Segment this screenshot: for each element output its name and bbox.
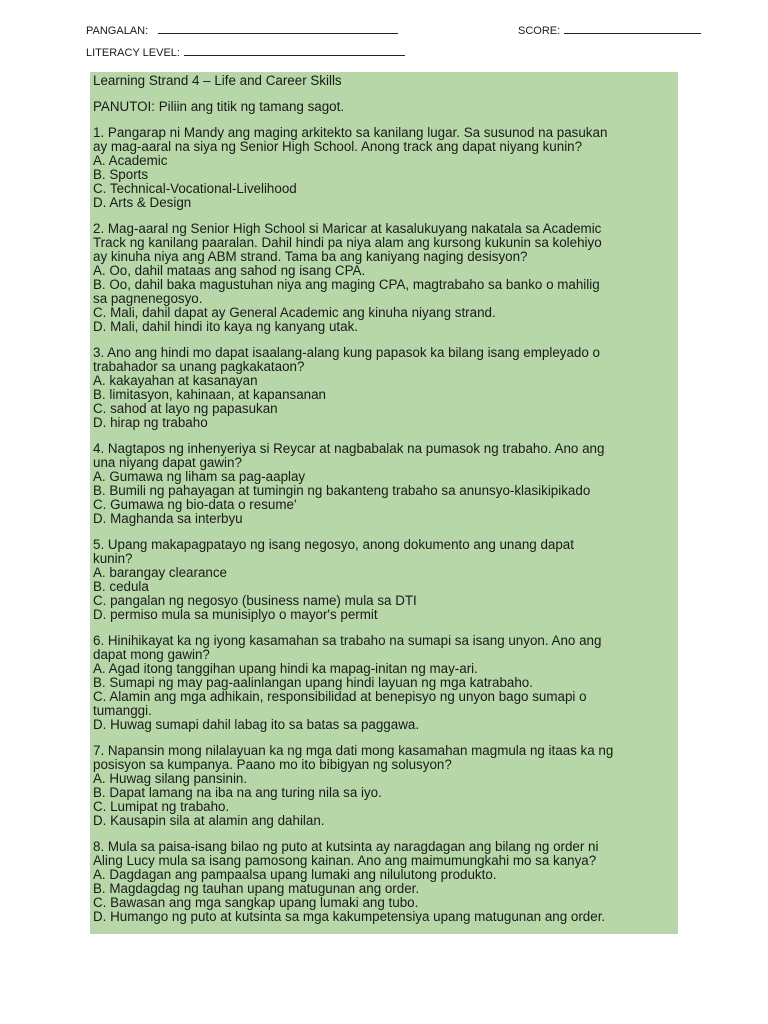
- choice-b: B. cedula: [93, 579, 149, 594]
- choice-c: C. pangalan ng negosyo (business name) mula sa DTI: [93, 593, 417, 608]
- choice-b: sa pagnenegosyo.: [93, 291, 203, 306]
- question-stem-line: 6. Hinihikayat ka ng iyong kasamahan sa trabaho na sumapi sa isang unyon. Ano ang: [93, 633, 602, 648]
- question-4: [93, 442, 675, 526]
- question-stem-line: Track ng kanilang paaralan. Dahil hindi pa niya alam ang kursong kukunin sa kolehiyo: [93, 235, 602, 250]
- question-3: [93, 346, 675, 430]
- choice-c: tumanggi.: [93, 703, 152, 718]
- literacy-level-field: [86, 46, 405, 60]
- worksheet-box: [90, 72, 678, 934]
- literacy-level-blank-line: [184, 46, 405, 56]
- question-1: [93, 126, 675, 210]
- choice-a: A. Oo, dahil mataas ang sahod ng isang CPA.: [93, 263, 366, 278]
- name-field: [86, 24, 398, 38]
- question-stem-line: ay kinuha niya ang ABM strand. Tama ba ang kaniyang naging desisyon?: [93, 249, 528, 264]
- score-field: [518, 24, 701, 38]
- choice-b: B. Magdagdag ng tauhan upang matugunan ang order.: [93, 881, 420, 896]
- choice-c: C. Technical-Vocational-Livelihood: [93, 181, 297, 196]
- question-stem-line: 8. Mula sa paisa-isang bilao ng puto at kutsinta ay naragdagan ang bilang ng order ni: [93, 839, 599, 854]
- choice-b: B. Oo, dahil baka magustuhan niya ang maging CPA, magtrabaho sa banko o mahilig: [93, 277, 600, 292]
- choice-b: B. Sumapi ng may pag-aalinlangan upang hindi layuan ng mga katrabaho.: [93, 675, 533, 690]
- choice-d: D. Humango ng puto at kutsinta sa mga kakumpetensiya upang matugunan ang order.: [93, 909, 606, 924]
- question-8: [93, 840, 675, 924]
- question-stem-line: kunin?: [93, 551, 133, 566]
- question-list: [93, 126, 675, 924]
- question-stem-line: Aling Lucy mula sa isang pamosong kainan. Ano ang maimumungkahi mo sa kanya?: [93, 853, 597, 868]
- choice-c: C. sahod at layo ng papasukan: [93, 401, 278, 416]
- choice-c: C. Alamin ang mga adhikain, responsibilidad at benepisyo ng unyon bago sumapi o: [93, 689, 587, 704]
- question-2: [93, 222, 675, 334]
- choice-a: A. Agad itong tanggihan upang hindi ka mapag-initan ng may-ari.: [93, 661, 478, 676]
- literacy-level-label: LITERACY LEVEL:: [86, 47, 180, 59]
- choice-d: D. Arts & Design: [93, 195, 192, 210]
- score-blank-line: [564, 24, 701, 34]
- choice-d: D. Mali, dahil hindi ito kaya ng kanyang utak.: [93, 319, 358, 334]
- choice-c: C. Mali, dahil dapat ay General Academic ang kinuha niyang strand.: [93, 305, 496, 320]
- score-label: SCORE:: [518, 25, 561, 37]
- question-stem-line: 5. Upang makapagpatayo ng isang negosyo, anong dokumento ang unang dapat: [93, 537, 574, 552]
- choice-a: A. Gumawa ng liham sa pag-aaplay: [93, 469, 306, 484]
- choice-d: D. permiso mula sa munisiplyo o mayor's permit: [93, 607, 378, 622]
- choice-c: C. Bawasan ang mga sangkap upang lumaki ang tubo.: [93, 895, 419, 910]
- question-7: [93, 744, 675, 828]
- choice-b: B. limitasyon, kahinaan, at kapansanan: [93, 387, 326, 402]
- question-stem-line: ay mag-aaral na siya ng Senior High School. Anong track ang dapat niyang kunin?: [93, 139, 583, 154]
- question-stem-line: 1. Pangarap ni Mandy ang maging arkitekto sa kanilang lugar. Sa susunod na pasukan: [93, 125, 608, 140]
- name-label: PANGALAN:: [86, 25, 149, 37]
- question-stem-line: 7. Napansin mong nilalayuan ka ng mga dati mong kasamahan magmula ng itaas ka ng: [93, 743, 614, 758]
- question-5: [93, 538, 675, 622]
- strand-title: Learning Strand 4 – Life and Career Skills: [93, 73, 342, 88]
- choice-d: D. Maghanda sa interbyu: [93, 511, 243, 526]
- instructions: PANUTOI: Piliin ang titik ng tamang sagot.: [93, 99, 345, 114]
- choice-d: D. Kausapin sila at alamin ang dahilan.: [93, 813, 325, 828]
- choice-c: C. Gumawa ng bio-data o resume': [93, 497, 297, 512]
- name-blank-line: [158, 24, 398, 34]
- choice-d: D. hirap ng trabaho: [93, 415, 208, 430]
- choice-c: C. Lumipat ng trabaho.: [93, 799, 230, 814]
- choice-b: B. Bumili ng pahayagan at tumingin ng bakanteng trabaho sa anunsyo-klasikipikado: [93, 483, 591, 498]
- choice-a: A. Huwag silang pansinin.: [93, 771, 248, 786]
- question-stem-line: 2. Mag-aaral ng Senior High School si Maricar at kasalukuyang nakatala sa Academic: [93, 221, 602, 236]
- choice-d: D. Huwag sumapi dahil labag ito sa batas sa paggawa.: [93, 717, 420, 732]
- choice-a: A. Dagdagan ang pampaalsa upang lumaki ang nilulutong produkto.: [93, 867, 497, 882]
- choice-b: B. Sports: [93, 167, 149, 182]
- choice-a: A. barangay clearance: [93, 565, 227, 580]
- choice-b: B. Dapat lamang na iba na ang turing nila sa iyo.: [93, 785, 382, 800]
- question-stem-line: 3. Ano ang hindi mo dapat isaalang-alang kung papasok ka bilang isang empleyado o: [93, 345, 600, 360]
- choice-a: A. Academic: [93, 153, 168, 168]
- question-6: [93, 634, 675, 732]
- question-stem-line: trabahador sa unang pagkakataon?: [93, 359, 305, 374]
- question-stem-line: dapat mong gawin?: [93, 647, 210, 662]
- question-stem-line: una niyang dapat gawin?: [93, 455, 242, 470]
- choice-a: A. kakayahan at kasanayan: [93, 373, 258, 388]
- question-stem-line: posisyon sa kumpanya. Paano mo ito bibigyan ng solusyon?: [93, 757, 452, 772]
- question-stem-line: 4. Nagtapos ng inhenyeriya si Reycar at nagbabalak na pumasok ng trabaho. Ano ang: [93, 441, 605, 456]
